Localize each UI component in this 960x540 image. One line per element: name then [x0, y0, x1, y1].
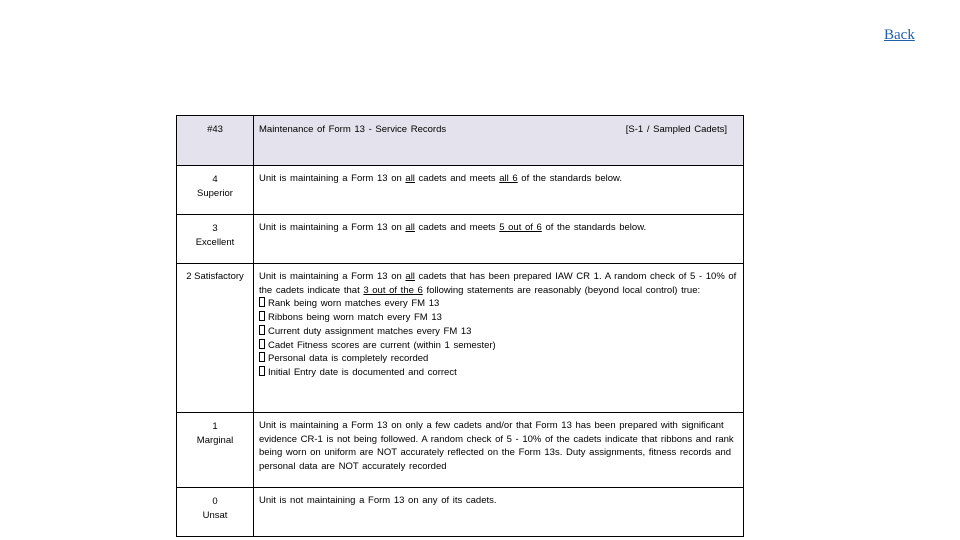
- list-item: Personal data is completely recorded: [259, 352, 741, 366]
- criteria-text: of the standards below.: [541, 222, 647, 233]
- criteria-emphasis: all 6: [499, 173, 518, 184]
- criteria-emphasis: all: [405, 173, 415, 184]
- score-label: Excellent: [195, 236, 235, 248]
- score-value: 3: [212, 223, 218, 234]
- criteria-cell: [254, 413, 744, 488]
- list-item: Current duty assignment matches every FM 13: [259, 325, 741, 339]
- criteria-text: Unit is maintaining a Form 13 on: [259, 173, 406, 184]
- table-row-marginal: [177, 413, 744, 488]
- criteria-emphasis: 3 out of the 6: [363, 284, 423, 296]
- criteria-text: Unit is maintaining a Form 13 on: [259, 271, 406, 282]
- criteria-emphasis: all: [405, 271, 415, 282]
- table-row-unsat: [177, 488, 744, 537]
- score-cell: [177, 215, 254, 264]
- criteria-text: cadets and meets: [414, 222, 500, 233]
- list-item: Initial Entry date is documented and correct: [259, 366, 741, 380]
- score-cell: [177, 413, 254, 488]
- list-item: Ribbons being worn match every FM 13: [259, 311, 741, 325]
- criteria-emphasis: 5 out of 6: [499, 222, 542, 233]
- checkbox-bullet-icon: [259, 325, 265, 335]
- score-label: Superior: [197, 187, 233, 199]
- item-number-cell: [177, 116, 254, 166]
- checkbox-bullet-icon: [259, 366, 265, 376]
- item-number: #43: [207, 124, 223, 135]
- criteria-cell: [254, 264, 744, 413]
- item-scope: [S-1 / Sampled Cadets]: [625, 124, 727, 135]
- score-label: Marginal: [196, 434, 234, 446]
- criteria-cell: [254, 166, 744, 215]
- score-value: 4: [212, 174, 218, 185]
- list-item: Rank being worn matches every FM 13: [259, 297, 741, 311]
- criteria-emphasis: all: [405, 222, 415, 233]
- score-cell: [177, 488, 254, 537]
- score-cell: [177, 166, 254, 215]
- checkbox-bullet-icon: [259, 352, 265, 362]
- score-label: 2 Satisfactory: [186, 271, 244, 282]
- list-item: Cadet Fitness scores are current (within 1 semester): [259, 339, 741, 353]
- criteria-cell: [254, 215, 744, 264]
- score-value: 0: [212, 496, 218, 507]
- score-value: 1: [212, 421, 218, 432]
- criteria-text: Unit is maintaining a Form 13 on only a few cadets and/or that Form 13 has been prepared with significant evidence CR-1 is not being followed. A random check of 5 - 10% of the cadets indicate that ribbons and rank being worn on uniform are NOT accurately reflected on the Form 13s. Duty assignments, fitness records and personal data are NOT accurately recorded: [259, 420, 734, 473]
- table-header-row: [177, 116, 744, 166]
- criteria-text: following statements are reasonably (beyond local control) true:: [422, 284, 701, 296]
- table-row-satisfactory: [177, 264, 744, 413]
- score-label: Unsat: [202, 509, 228, 521]
- criteria-text: of the standards below.: [517, 173, 622, 184]
- back-link[interactable]: Back: [884, 27, 915, 43]
- table-row-superior: [177, 166, 744, 215]
- checkbox-bullet-icon: [259, 297, 265, 307]
- checkbox-bullet-icon: [259, 311, 265, 321]
- criteria-text: Unit is not maintaining a Form 13 on any of its cadets.: [259, 495, 497, 506]
- rubric-table: [176, 115, 744, 537]
- criteria-text: Unit is maintaining a Form 13 on: [259, 222, 406, 233]
- criteria-text: cadets that has been prepared IAW CR 1. A random check of 5 - 10% of the cadets indicate that: [259, 271, 737, 296]
- score-cell: [177, 264, 254, 413]
- checkbox-bullet-icon: [259, 339, 265, 349]
- item-title: Maintenance of Form 13 - Service Records: [259, 124, 447, 135]
- criteria-text: cadets and meets: [414, 173, 500, 184]
- table-row-excellent: [177, 215, 744, 264]
- criteria-cell: [254, 488, 744, 537]
- item-title-cell: [254, 116, 744, 166]
